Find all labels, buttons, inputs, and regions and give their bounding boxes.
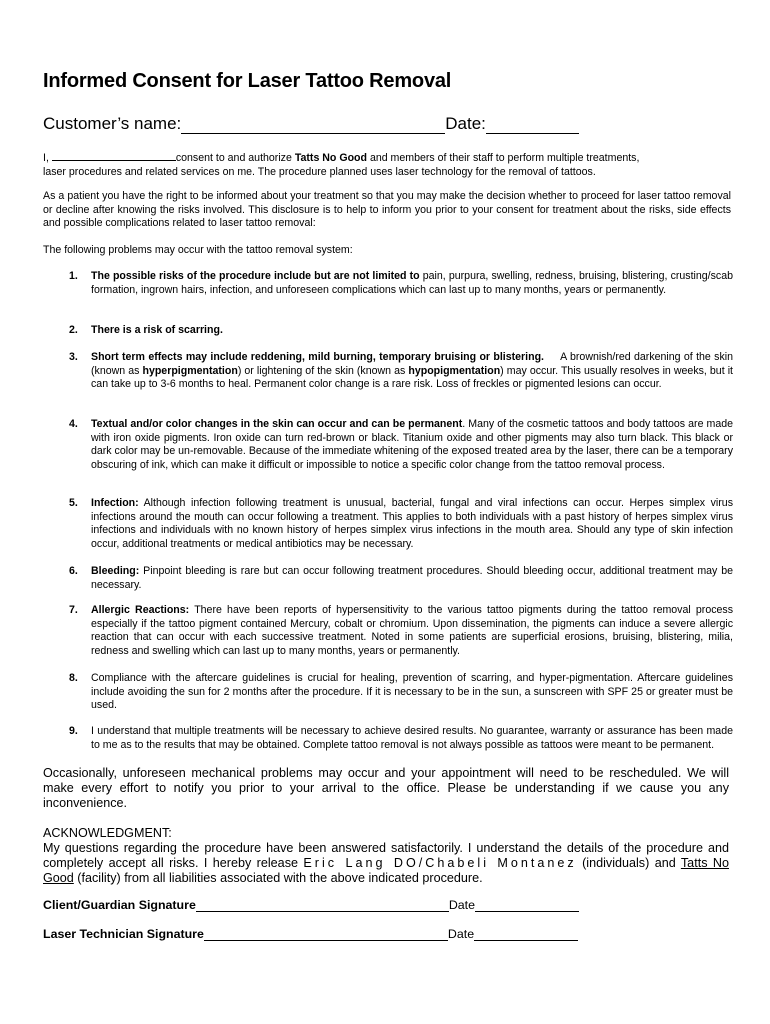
item-text: pain, purpura, swelling, redness, bruising, blistering, crusting/scab formation, ingrown hairs, infection, and unforeseen complications which can last up to many months, years or permanently. [91, 270, 733, 296]
date-label: Date: [445, 114, 486, 133]
client-date-field[interactable] [475, 899, 579, 912]
item-text: Although infection following treatment is unusual, bacterial, fungal and viral infections can occur. Herpes simplex virus infections around the mouth can occur following a treatment. This applies to both individuals with a past history of herpes simplex virus infections and individuals with no known history of herpes simplex virus infections in the mouth area. Should any type of skin infection occur, additional treatments or medical antibiotics may be necessary. [91, 497, 733, 550]
item-number: 6. [69, 565, 78, 577]
item-number: 1. [69, 270, 78, 282]
acknowledgment-heading: ACKNOWLEDGMENT: [43, 826, 172, 840]
client-signature-field[interactable] [196, 899, 449, 912]
item-text-a: A brownish/red darkening of the skin (known as [91, 351, 736, 377]
customer-name-label: Customer’s name: [43, 114, 182, 133]
ack-text-a: My questions regarding the procedure have been answered satisfactorily. I understand the details of the procedure and completely accept all risks. I hereby release [43, 841, 729, 870]
item-text: There have been reports of hypersensitivity to the various tattoo pigments during the tattoo removal process especially if the tattoo pigment contained Mercury, cobalt or chromium. Upon dissemination, the pigments can induce a severe allergic reaction that can occur with each successive treatment. Noted in some patients are superficial erosions, bruising, blistering, milia, redness and swelling which can last up to many months, years or permanently. [91, 604, 733, 657]
item-bold: Short term effects may include reddening, mild burning, temporary bruising or blistering. [91, 351, 545, 363]
list-item [43, 604, 733, 658]
intro-paragraph [43, 150, 731, 179]
item-text: . Many of the cosmetic tattoos and body tattoos are made with iron oxide pigments. Iron oxide can turn red-brown or black. Titanium oxide and other pigments may also turn black. This black or dark color may be un-removable. Because of the immediate whitening of the exposed treated area by the laser, there can be a temporary obscuring of ink, which can make it difficult or impossible to notice a specific color change from the tattoo removal process. [91, 418, 733, 471]
item-text: Compliance with the aftercare guidelines is crucial for healing, prevention of scarring, and hyper-pigmentation. Aftercare guidelines include avoiding the sun for 2 months after the procedure. If it is necessary to be in the sun, a sunscreen with SPF 25 or greater must be used. [91, 672, 733, 711]
list-item [43, 725, 733, 752]
list-item [43, 418, 733, 472]
patient-name-blank[interactable] [52, 150, 176, 161]
ack-text-b: (individuals) and [576, 856, 681, 870]
customer-row [43, 114, 579, 134]
client-date-label: Date [448, 898, 476, 912]
customer-name-field[interactable] [181, 115, 445, 134]
ack-text-c: (facility) from all liabilities associated with the above indicated procedure. [73, 871, 483, 885]
item-number: 3. [69, 351, 78, 363]
item-number: 9. [69, 725, 78, 737]
list-item [43, 497, 733, 551]
item-text: I understand that multiple treatments will be necessary to achieve desired results. No guarantee, warranty or assurance has been made to me as to the results that may be obtained. Complete tattoo removal is not always possible as tattoos were meant to be permanent. [91, 725, 733, 751]
item-number: 7. [69, 604, 78, 616]
item-number: 8. [69, 672, 78, 684]
technician-signature-row [43, 927, 578, 941]
list-item [43, 565, 733, 592]
item-bold: Allergic Reactions: [91, 604, 190, 616]
client-signature-row [43, 898, 579, 912]
item-bold: Bleeding: [91, 565, 140, 577]
business-name: Tatts No Good [294, 152, 367, 164]
item-number: 5. [69, 497, 78, 509]
list-item [43, 270, 733, 297]
intro-line-2: laser procedures and related services on me. The procedure planned uses laser technology for the removal of tattoos. [43, 165, 596, 178]
occasionally-paragraph: Occasionally, unforeseen mechanical problems may occur and your appointment will need to be rescheduled. We will make every effort to notify you prior to your arrival to the office. Please be understanding if we cause you any inconvenience. [43, 766, 729, 810]
item-text-b: ) or lightening of the skin (known as [237, 364, 409, 377]
technician-date-label: Date [447, 927, 475, 941]
item-bold: Textual and/or color changes in the skin can occur and can be permanent [91, 418, 463, 430]
rights-paragraph: As a patient you have the right to be informed about your treatment so that you may make the decision whether to proceed for laser tattoo removal or decline after knowing the risks involved. This disclosure is to help to inform you prior to your consent for treatment about the risks, side effects and possible complications related to laser tattoo removal: [43, 190, 731, 229]
released-individuals: Eric Lang DO/Chabeli Montanez [303, 856, 577, 870]
technician-signature-label: Laser Technician Signature [43, 927, 204, 941]
item-number: 4. [69, 418, 78, 430]
intro-prefix: I, [43, 152, 52, 164]
problems-intro: The following problems may occur with the tattoo removal system: [43, 244, 353, 256]
item-bold-term: hypopigmentation [408, 364, 501, 377]
acknowledgment-paragraph [43, 841, 729, 886]
item-number: 2. [69, 324, 78, 336]
item-bold: Infection: [91, 497, 139, 509]
item-bold: The possible risks of the procedure include but are not limited to [91, 270, 420, 282]
list-item [43, 351, 736, 392]
intro-text-a: consent to and authorize [175, 152, 295, 164]
list-item [43, 324, 733, 338]
list-item [43, 672, 733, 713]
intro-text-b: and members of their staff to perform multiple treatments, [367, 152, 640, 164]
released-facility: Tatts No Good [43, 856, 729, 885]
item-bold: There is a risk of scarring. [91, 324, 223, 336]
client-signature-label: Client/Guardian Signature [43, 898, 196, 912]
technician-date-field[interactable] [474, 928, 578, 941]
item-text: Pinpoint bleeding is rare but can occur following treatment procedures. Should bleeding occur, additional treatment may be necessary. [91, 565, 733, 591]
date-field[interactable] [486, 115, 579, 134]
item-text-c: ) may occur. This usually resolves in weeks, but it can take up to 3-6 months to heal. Permanent color change is a rare risk. Loss of freckles or pigmented lesions can occur. [91, 364, 734, 390]
item-bold-term: hyperpigmentation [142, 364, 238, 377]
technician-signature-field[interactable] [204, 928, 448, 941]
page-title: Informed Consent for Laser Tattoo Removal [43, 70, 452, 92]
